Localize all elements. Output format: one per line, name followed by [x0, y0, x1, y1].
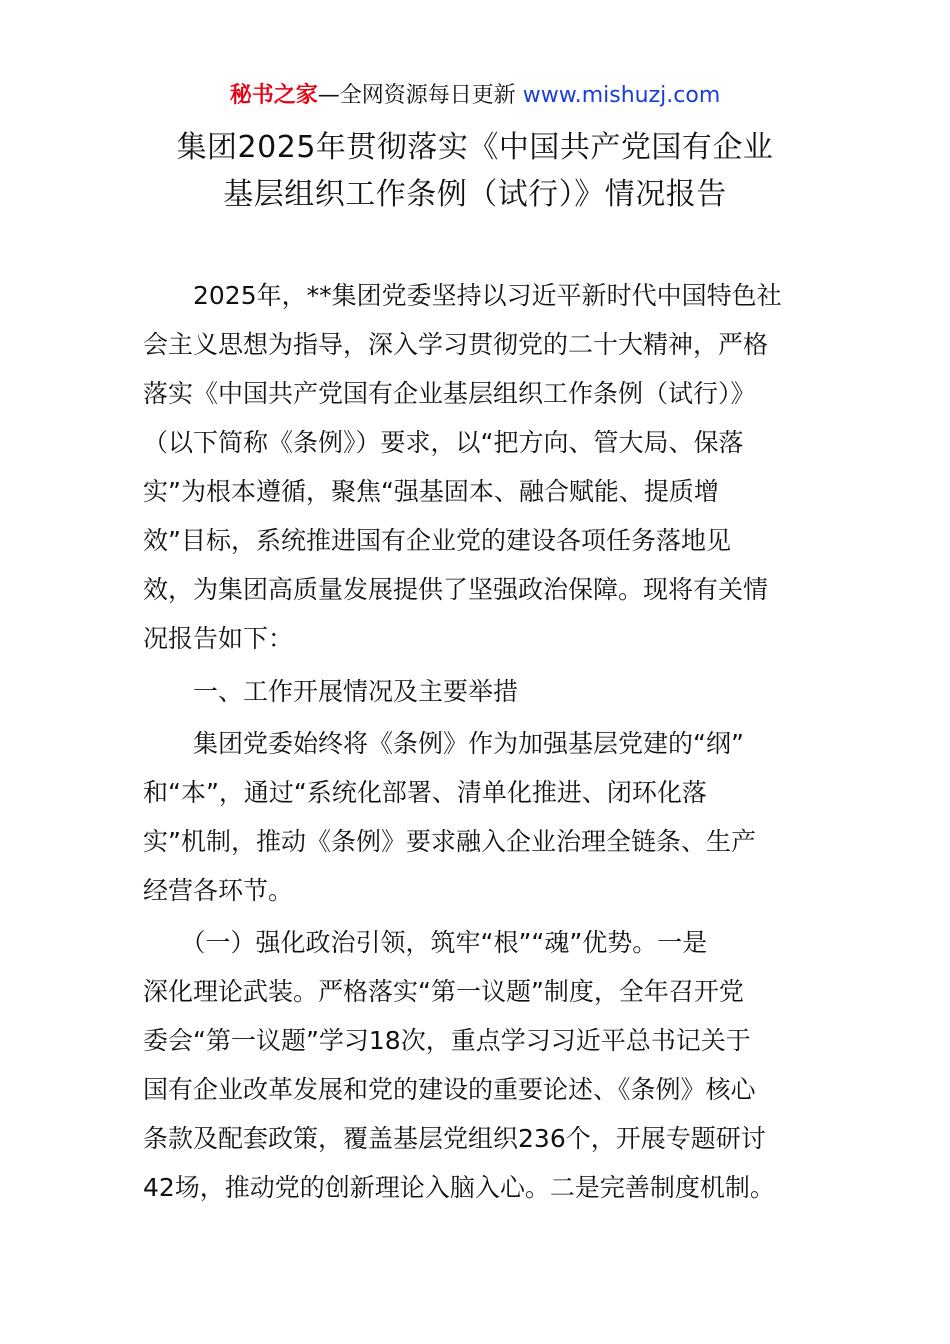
document-title-line-2: 基层组织工作条例（试行）》情况报告 — [223, 177, 727, 212]
body-line: 实”机制，推动《条例》要求融入企业治理全链条、生产 — [143, 827, 756, 856]
body-line: 集团党委始终将《条例》作为加强基层党建的“纲” — [143, 729, 744, 758]
body-line: 会主义思想为指导，深入学习贯彻党的二十大精神，严格 — [143, 330, 769, 359]
body-line: 实”为根本遵循，聚焦“强基固本、融合赋能、提质增 — [143, 477, 719, 506]
body-line: （以下简称《条例》）要求，以“把方向、管大局、保落 — [143, 428, 744, 457]
body-line: 效，为集团高质量发展提供了坚强政治保障。现将有关情 — [143, 575, 769, 604]
document-title-line-1: 集团2025年贯彻落实《中国共产党国有企业 — [176, 130, 774, 165]
header-tagline: —全网资源每日更新 — [317, 83, 523, 108]
body-line: 和“本”，通过“系统化部署、清单化推进、闭环化落 — [143, 778, 707, 807]
body-line: 落实《中国共产党国有企业基层组织工作条例（试行）》 — [143, 379, 756, 408]
body-line: 经营各环节。 — [143, 876, 294, 905]
body-line: 42场，推动党的创新理论入脑入心。二是完善制度机制。 — [143, 1173, 775, 1202]
body-line: 况报告如下： — [143, 624, 294, 653]
body-line: 国有企业改革发展和党的建设的重要论述、《条例》核心 — [143, 1075, 756, 1104]
body-line: 委会“第一议题”学习18次，重点学习习近平总书记关于 — [143, 1026, 751, 1055]
subsection-line: （一）强化政治引领，筑牢“根”“魂”优势。一是 — [143, 928, 708, 957]
section-heading: 一、工作开展情况及主要举措 — [143, 677, 519, 706]
body-line: 2025年，**集团党委坚持以习近平新时代中国特色社 — [143, 281, 782, 310]
body-line: 效”目标，系统推进国有企业党的建设各项任务落地见 — [143, 526, 731, 555]
brand-name: 秘书之家 — [229, 83, 318, 108]
site-link[interactable]: www.mishuzj.com — [522, 83, 721, 108]
body-line: 深化理论武装。严格落实“第一议题”制度，全年召开党 — [143, 977, 744, 1006]
body-line: 条款及配套政策，覆盖基层党组织236个，开展专题研讨 — [143, 1124, 766, 1153]
site-header — [0, 80, 950, 112]
